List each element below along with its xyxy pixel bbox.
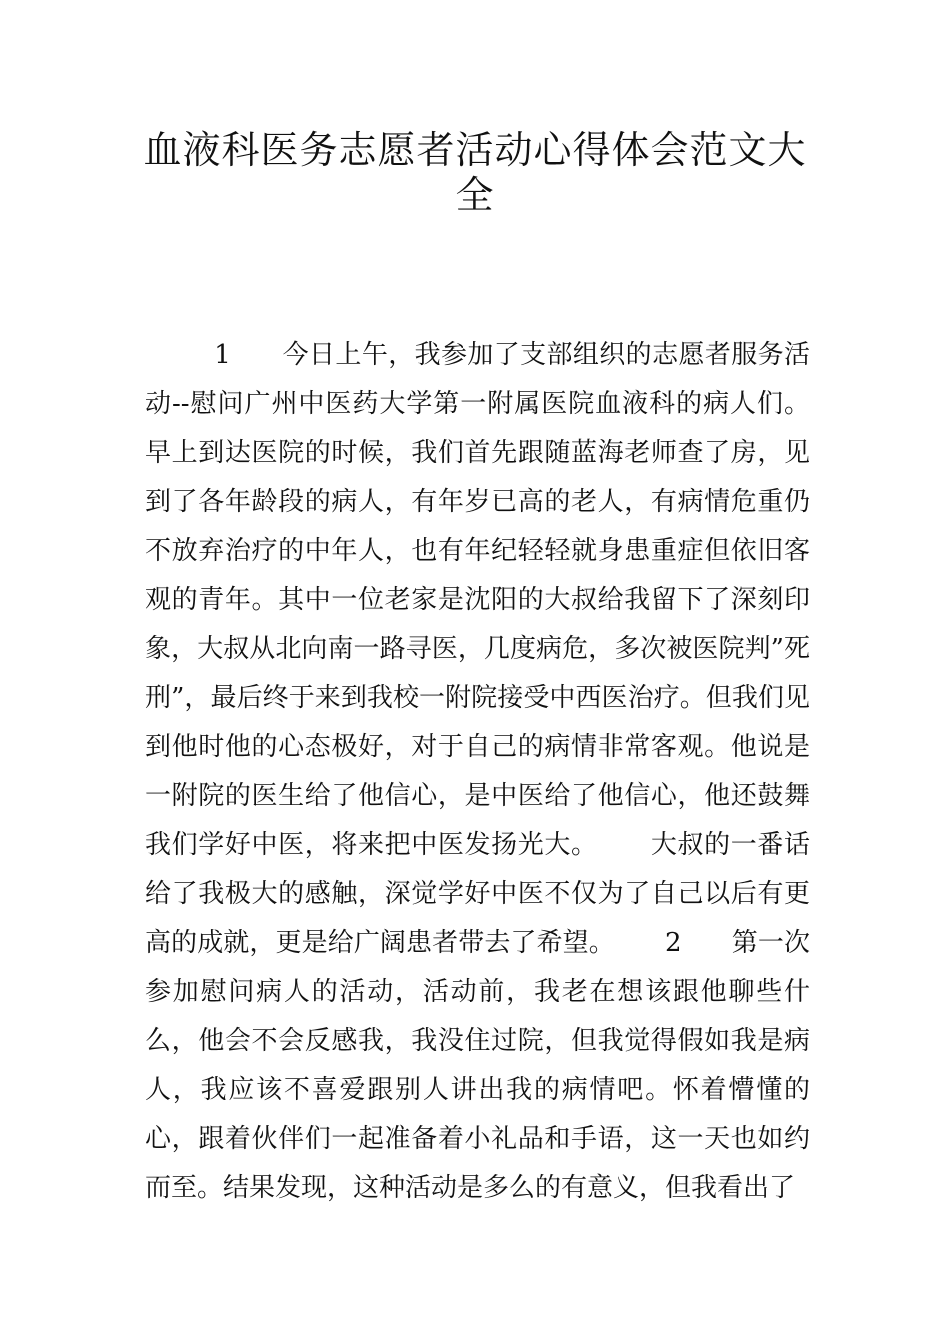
document-title: 血液科医务志愿者活动心得体会范文大全 bbox=[143, 128, 807, 217]
document-body-text: 1 今日上午，我参加了支部组织的志愿者服务活动--慰问广州中医药大学第一附属医院血液科的病人们。早上到达医院的时候，我们首先跟随蓝海老师查了房，见到了各年龄段的病人，有年岁已高的老人，有病情危重仍不放弃治疗的中年人，也有年纪轻轻就身患重症但依旧客观的青年。其中一位老家是沈阳的大叔给我留下了深刻印象，大叔从北向南一路寻医，几度病危，多次被医院判”死刑”，最后终于来到我校一附院接受中西医治疗。但我们见到他时他的心态极好，对于自己的病情非常客观。他说是一附院的医生给了他信心，是中医给了他信心，他还鼓舞我们学好中医，将来把中医发扬光大。 大叔的一番话给了我极大的感触，深觉学好中医不仅为了自己以后有更高的成就，更是给广阔患者带去了希望。 2 第一次参加慰问病人的活动，活动前，我老在想该跟他聊些什么，他会不会反感我，我没住过院，但我觉得假如我是病人，我应该不喜爱跟别人讲出我的病情吧。怀着懵懂的心，跟着伙伴们一起准备着小礼品和手语，这一天也如约而至。结果发现，这种活动是多么的有意义，但我看出了 bbox=[145, 340, 810, 1203]
